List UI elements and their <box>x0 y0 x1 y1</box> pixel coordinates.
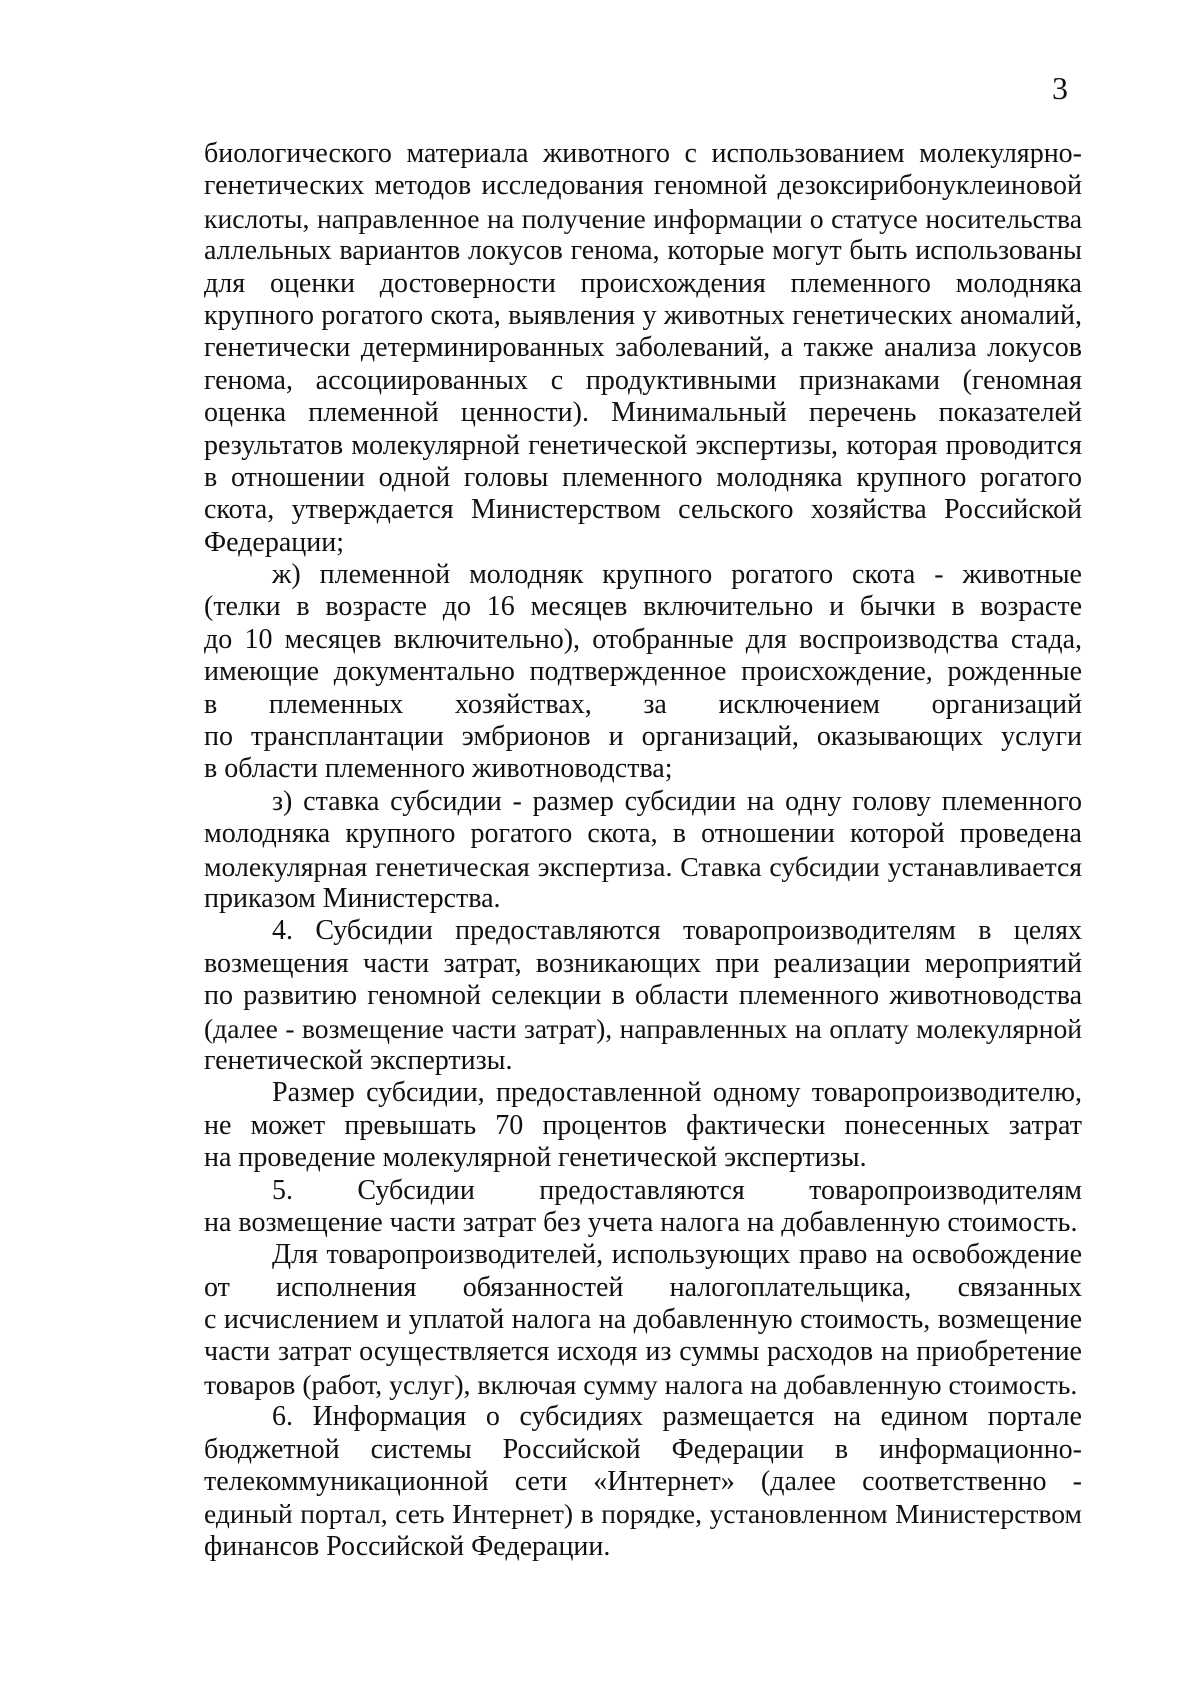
text-line: не может превышать 70 процентов фактически понесенных затрат <box>204 1109 1082 1141</box>
page-number: 3 <box>1052 70 1068 106</box>
text-line: части затрат осуществляется исходя из суммы расходов на приобретение <box>204 1336 1082 1368</box>
text-line: приказом Министерства. <box>204 882 501 914</box>
text-line: с исчислением и уплатой налога на добавленную стоимость, возмещение <box>204 1304 1082 1336</box>
text-line: финансов Российской Федерации. <box>204 1530 611 1562</box>
text-line: генетических методов исследования геномной дезоксирибонуклеиновой <box>204 170 1082 202</box>
text-line: бюджетной системы Российской Федерации в информационно- <box>204 1433 1082 1465</box>
text-line: единый портал, сеть Интернет) в порядке, установленном Министерством <box>204 1498 1082 1530</box>
text-line: Федерации; <box>204 526 345 558</box>
text-line: скота, утверждается Министерством сельского хозяйства Российской <box>204 494 1082 526</box>
text-line: по развитию геномной селекции в области племенного животноводства <box>204 980 1082 1012</box>
text-line: результатов молекулярной генетической экспертизы, которая проводится <box>204 429 1082 461</box>
text-line: генетически детерминированных заболеваний, а также анализа локусов <box>204 332 1082 364</box>
text-line: (далее - возмещение части затрат), направленных на оплату молекулярной <box>204 1012 1082 1044</box>
text-line: оценка племенной ценности). Минимальный перечень показателей <box>204 397 1082 429</box>
text-line: (телки в возрасте до 16 месяцев включительно и бычки в возрасте <box>204 591 1082 623</box>
text-line: в области племенного животноводства; <box>204 753 673 785</box>
text-line: возмещения части затрат, возникающих при реализации мероприятий <box>204 947 1082 979</box>
text-line: на проведение молекулярной генетической экспертизы. <box>204 1142 867 1174</box>
text-line: 4. Субсидии предоставляются товаропроизводителям в целях <box>272 915 1082 947</box>
text-line: генетической экспертизы. <box>204 1044 513 1076</box>
text-line: 5. Субсидии предоставляются товаропроизводителям <box>272 1174 1082 1206</box>
text-line: ж) племенной молодняк крупного рогатого скота - животные <box>272 559 1082 591</box>
text-line: молодняка крупного рогатого скота, в отношении которой проведена <box>204 818 1082 850</box>
text-line: на возмещение части затрат без учета налога на добавленную стоимость. <box>204 1206 1078 1238</box>
text-line: крупного рогатого скота, выявления у животных генетических аномалий, <box>204 299 1082 331</box>
text-line: кислоты, направленное на получение информации о статусе носительства <box>204 202 1082 234</box>
text-line: Размер субсидии, предоставленной одному товаропроизводителю, <box>272 1077 1082 1109</box>
text-line: по трансплантации эмбрионов и организаций, оказывающих услуги <box>204 721 1082 753</box>
text-line: в отношении одной головы племенного молодняка крупного рогатого <box>204 461 1082 493</box>
text-line: имеющие документально подтвержденное происхождение, рожденные <box>204 656 1082 688</box>
text-line: з) ставка субсидии - размер субсидии на одну голову племенного <box>272 785 1082 817</box>
text-line: для оценки достоверности происхождения племенного молодняка <box>204 267 1082 299</box>
text-line: молекулярная генетическая экспертиза. Ставка субсидии устанавливается <box>204 850 1082 882</box>
text-line: от исполнения обязанностей налогоплательщика, связанных <box>204 1271 1082 1303</box>
text-line: Для товаропроизводителей, использующих право на освобождение <box>272 1239 1082 1271</box>
text-line: 6. Информация о субсидиях размещается на едином портале <box>272 1401 1082 1433</box>
document-body <box>204 138 1082 1563</box>
text-line: генома, ассоциированных с продуктивными признаками (геномная <box>204 364 1082 396</box>
text-line: телекоммуникационной сети «Интернет» (далее соответственно - <box>204 1466 1082 1498</box>
text-line: биологического материала животного с использованием молекулярно- <box>204 138 1082 169</box>
text-line: товаров (работ, услуг), включая сумму налога на добавленную стоимость. <box>204 1368 1078 1400</box>
text-line: в племенных хозяйствах, за исключением организаций <box>204 688 1082 720</box>
text-line: до 10 месяцев включительно), отобранные для воспроизводства стада, <box>204 623 1082 655</box>
text-line: аллельных вариантов локусов генома, которые могут быть использованы <box>204 235 1082 267</box>
